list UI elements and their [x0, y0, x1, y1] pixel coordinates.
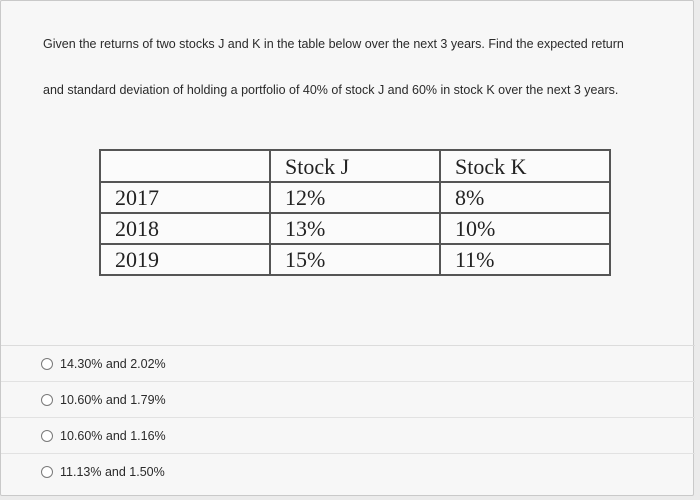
table-cell-year: 2017: [100, 182, 270, 213]
question-text: [43, 21, 663, 113]
table-cell-stock-k: 11%: [440, 244, 610, 275]
table-header-empty: [100, 150, 270, 182]
question-line-2: and standard deviation of holding a portfolio of 40% of stock J and 60% in stock K over the next 3 years.: [43, 83, 619, 97]
radio-button-icon[interactable]: [41, 466, 53, 478]
table-row: [100, 182, 610, 213]
answer-option-1[interactable]: [1, 345, 695, 381]
table-cell-stock-k: 8%: [440, 182, 610, 213]
table-header-row: [100, 150, 610, 182]
table-row: [100, 244, 610, 275]
answer-options: [1, 345, 695, 489]
answer-option-4[interactable]: [1, 453, 695, 489]
answer-option-label: 10.60% and 1.79%: [60, 392, 166, 407]
answer-option-label: 14.30% and 2.02%: [60, 356, 166, 371]
answer-option-3[interactable]: [1, 417, 695, 453]
table-cell-year: 2019: [100, 244, 270, 275]
table-header-stock-j: Stock J: [270, 150, 440, 182]
table-cell-stock-k: 10%: [440, 213, 610, 244]
radio-button-icon[interactable]: [41, 430, 53, 442]
table-cell-stock-j: 13%: [270, 213, 440, 244]
question-line-1: Given the returns of two stocks J and K in the table below over the next 3 years. Find the expected return: [43, 37, 624, 51]
radio-button-icon[interactable]: [41, 394, 53, 406]
answer-option-2[interactable]: [1, 381, 695, 417]
answer-option-label: 10.60% and 1.16%: [60, 428, 166, 443]
radio-button-icon[interactable]: [41, 358, 53, 370]
table-cell-stock-j: 12%: [270, 182, 440, 213]
returns-table: [99, 149, 611, 276]
table-row: [100, 213, 610, 244]
table-cell-stock-j: 15%: [270, 244, 440, 275]
table-header-stock-k: Stock K: [440, 150, 610, 182]
table-cell-year: 2018: [100, 213, 270, 244]
answer-option-label: 11.13% and 1.50%: [60, 464, 165, 479]
